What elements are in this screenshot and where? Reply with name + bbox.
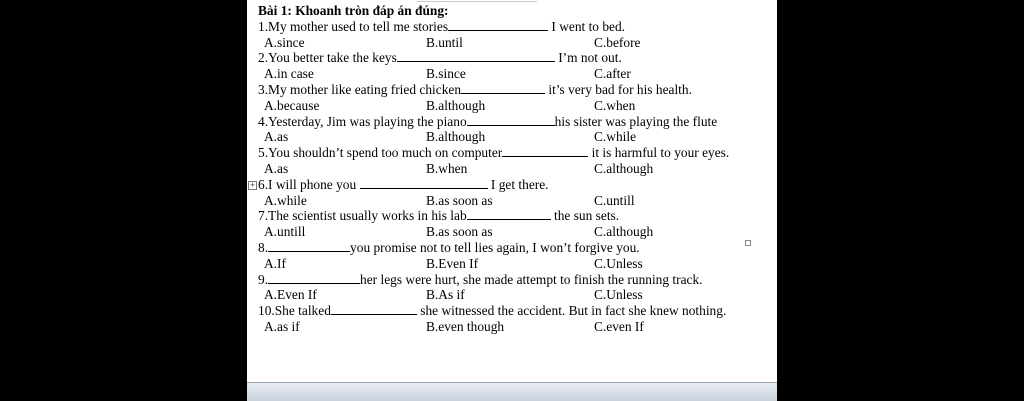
- option-c[interactable]: C.before: [594, 34, 641, 50]
- status-bar: [247, 382, 777, 401]
- option-a[interactable]: A.because: [264, 97, 320, 113]
- document-content: [249, 3, 773, 335]
- option-b[interactable]: B.as soon as: [426, 192, 493, 208]
- option-a[interactable]: A.while: [264, 192, 307, 208]
- option-b[interactable]: B.although: [426, 97, 486, 113]
- options-1: [258, 35, 773, 51]
- question-text: 3.My mother like eating fried chicken: [258, 81, 462, 97]
- answer-blank: [360, 177, 488, 189]
- options-6: [258, 193, 773, 209]
- option-a[interactable]: A.untill: [264, 224, 306, 240]
- options-5: [258, 161, 773, 177]
- question-text: 10.She talked: [258, 303, 331, 319]
- option-c[interactable]: C.when: [594, 97, 636, 113]
- options-8: [258, 256, 773, 272]
- option-a[interactable]: A.as: [264, 160, 289, 176]
- options-10: [258, 319, 773, 335]
- option-a[interactable]: A.If: [264, 255, 286, 271]
- question-text-after: you promise not to tell lies again, I won’t forgive you.: [350, 239, 640, 255]
- options-2: [258, 66, 773, 82]
- option-b[interactable]: B.as soon as: [426, 224, 493, 240]
- answer-blank: [467, 114, 555, 126]
- question-text: 6.I will phone you: [258, 176, 357, 192]
- question-2: [258, 50, 773, 66]
- document-page: [247, 0, 777, 382]
- question-4: [258, 114, 773, 130]
- question-5: [258, 145, 773, 161]
- question-text: 8.: [258, 239, 269, 255]
- option-c[interactable]: C.Unless: [594, 255, 643, 271]
- answer-blank: [467, 208, 551, 220]
- option-c[interactable]: C.while: [594, 129, 637, 145]
- options-9: [258, 287, 773, 303]
- options-7: [258, 224, 773, 240]
- question-6: [249, 176, 773, 193]
- answer-blank: [461, 82, 545, 94]
- question-9: [258, 272, 773, 288]
- question-text-after: it’s very bad for his health.: [548, 81, 692, 97]
- option-b[interactable]: B.until: [426, 34, 463, 50]
- question-text-after: his sister was playing the flute: [554, 113, 718, 129]
- option-b[interactable]: B.since: [426, 66, 466, 82]
- question-text-after: I went to bed.: [551, 18, 626, 34]
- table-move-handle-icon[interactable]: +: [249, 180, 256, 189]
- question-text: 7.The scientist usually works in his lab: [258, 208, 467, 224]
- option-b[interactable]: B.Even If: [426, 255, 479, 271]
- question-text-after: I get there.: [490, 176, 549, 192]
- answer-blank: [397, 50, 555, 62]
- option-a[interactable]: A.as: [264, 129, 289, 145]
- option-c[interactable]: C.Unless: [594, 287, 643, 303]
- top-cut-line: [417, 0, 537, 2]
- option-b[interactable]: B.As if: [426, 287, 465, 303]
- answer-blank: [502, 145, 588, 157]
- answer-blank: [268, 240, 350, 252]
- option-c[interactable]: C.although: [594, 224, 654, 240]
- options-3: [258, 98, 773, 114]
- question-3: [258, 82, 773, 98]
- option-a[interactable]: A.Even If: [264, 287, 317, 303]
- question-text: 1.My mother used to tell me stories: [258, 18, 449, 34]
- question-text: 2.You better take the keys: [258, 50, 397, 66]
- option-c[interactable]: C.untill: [594, 192, 635, 208]
- question-text-after: I’m not out.: [558, 50, 622, 66]
- question-text-after: she witnessed the accident. But in fact she knew nothing.: [420, 303, 727, 319]
- option-c[interactable]: C.although: [594, 160, 654, 176]
- option-a[interactable]: A.in case: [264, 66, 314, 82]
- question-1: [258, 19, 773, 35]
- option-b[interactable]: B.even though: [426, 318, 505, 334]
- question-7: [258, 208, 773, 224]
- option-a[interactable]: A.since: [264, 34, 305, 50]
- question-text-after: it is harmful to your eyes.: [591, 145, 730, 161]
- question-text: 5.You shouldn’t spend too much on computer: [258, 145, 503, 161]
- option-b[interactable]: B.when: [426, 160, 468, 176]
- question-text-after: her legs were hurt, she made attempt to finish the running track.: [360, 271, 703, 287]
- answer-blank: [268, 272, 360, 284]
- question-text: 9.: [258, 271, 269, 287]
- question-8: [258, 240, 773, 256]
- answer-blank: [448, 19, 548, 31]
- question-text-after: the sun sets.: [554, 208, 620, 224]
- option-b[interactable]: B.although: [426, 129, 486, 145]
- option-c[interactable]: C.after: [594, 66, 631, 82]
- option-c[interactable]: C.even If: [594, 318, 644, 334]
- answer-blank: [331, 303, 417, 315]
- question-10: [258, 303, 773, 319]
- question-text: 4.Yesterday, Jim was playing the piano: [258, 113, 467, 129]
- options-4: [258, 129, 773, 145]
- option-a[interactable]: A.as if: [264, 318, 300, 334]
- exercise-title: Bài 1: Khoanh tròn đáp án đúng:: [258, 3, 449, 18]
